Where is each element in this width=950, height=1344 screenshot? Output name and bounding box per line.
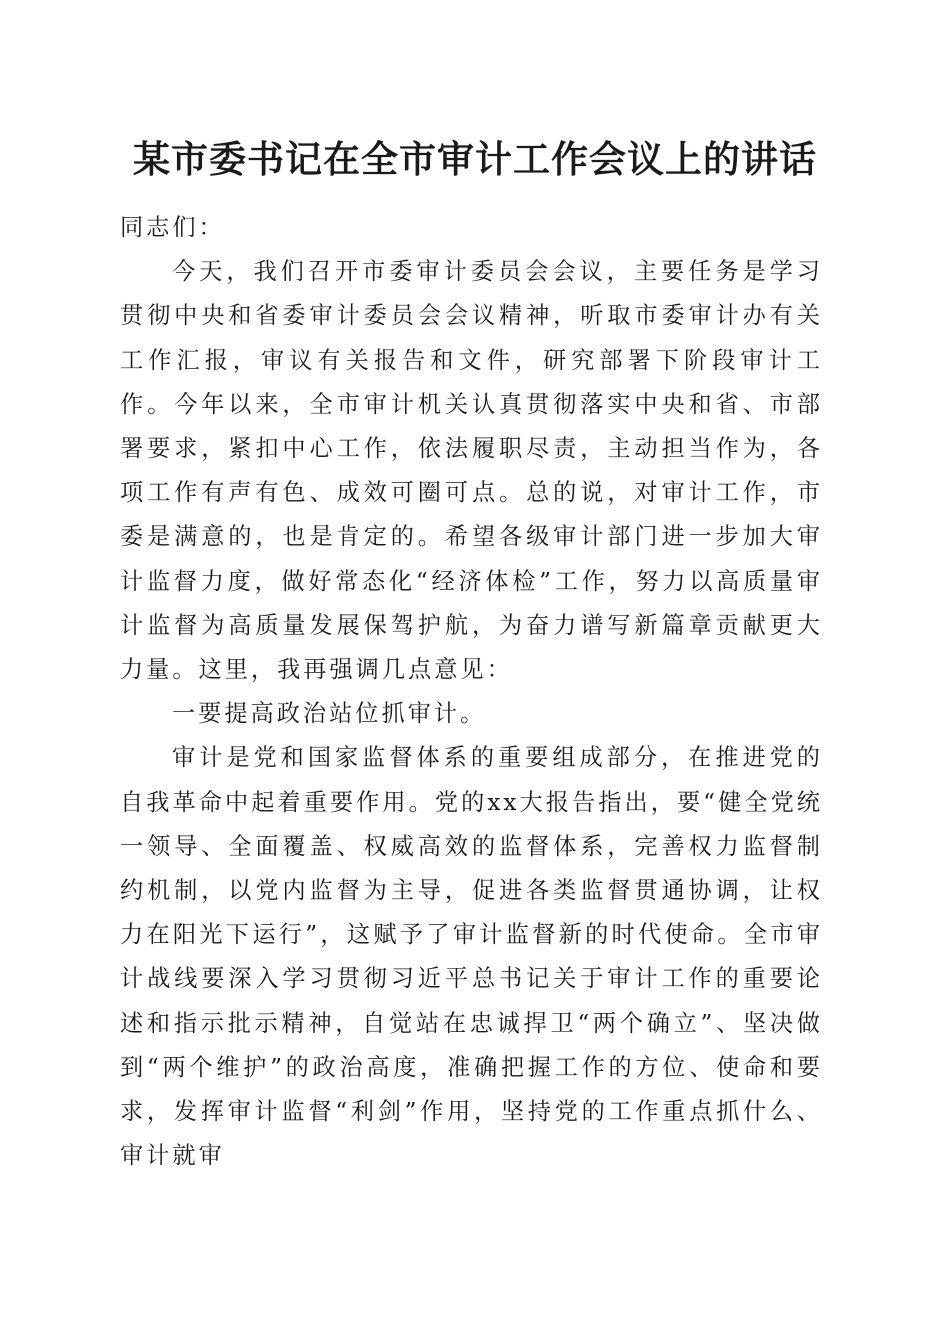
salutation: 同志们： [120, 214, 225, 241]
paragraph-opening: 今天，我们召开市委审计委员会会议，主要任务是学习贯彻中央和省委审计委员会会议精神，听取市委审计办有关工作汇报，审议有关报告和文件，研究部署下阶段审计工作。今年以来，全市审计机关认真贯彻落实中央和省、市部署要求，紧扣中心工作，依法履职尽责，主动担当作为，各项工作有声有色、成效可圈可点。总的说，对审计工作，市委是满意的，也是肯定的。希望各级审计部门进一步加大审计监督力度，做好常态化“经济体检”工作，努力以高质量审计监督为高质量发展保驾护航，为奋力谱写新篇章贡献更大力量。这里，我再强调几点意见： [120, 258, 823, 684]
section-heading: 一要提高政治站位抓审计。 [172, 700, 487, 728]
paragraph-section-one: 审计是党和国家监督体系的重要组成部分，在推进党的自我革命中起着重要作用。党的xx大报告指出，要“健全党统一领导、全面覆盖、权威高效的监督体系，完善权力监督制约机制，以党内监督为主导，促进各类监督贯通协调，让权力在阳光下运行”，这赋予了审计监督新的时代使命。全市审计战线要深入学习贯彻习近平总书记关于审计工作的重要论述和指示批示精神，自觉站在忠诚捍卫“两个确立”、坚决做到“两个维护”的政治高度，准确把握工作的方位、使命和要求，发挥审计监督“利剑”作用，坚持党的工作重点抓什么、审计就审 [120, 744, 823, 1170]
document-body [120, 206, 823, 1178]
document-title: 某市委书记在全市审计工作会议上的讲话 [133, 137, 817, 181]
